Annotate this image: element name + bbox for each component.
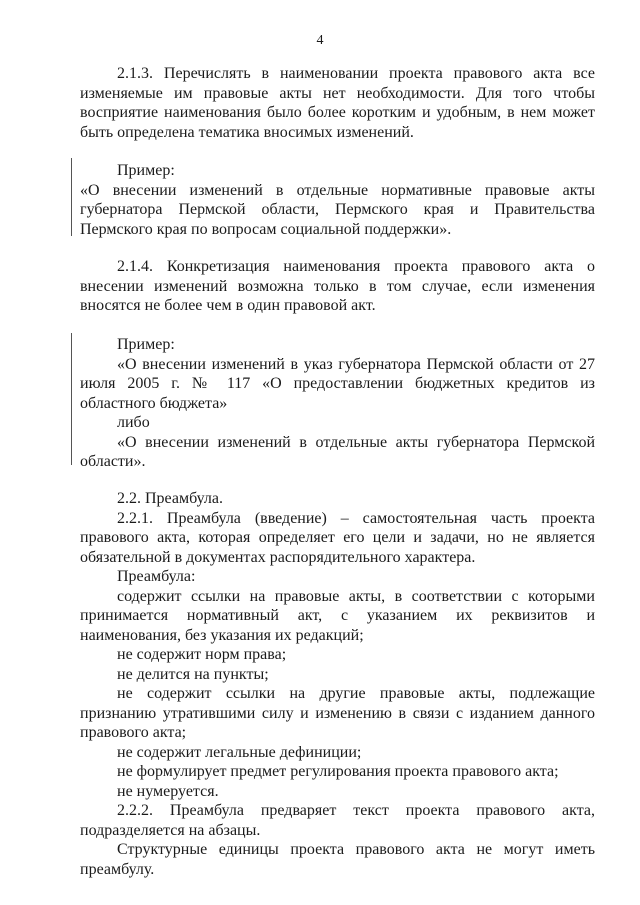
preamble-item: не содержит легальные дефиниции; [117,743,362,761]
example-2-text-1: «О внесении изменений в указ губернатора Пермской области от 27 июля 2005 г. № 117 «О предоставлении бюджетных кредитов из областного бюджета» [80,355,595,412]
preamble-item: не содержит норм права; [117,646,287,663]
heading-2-2: 2.2. Преамбула. [117,490,223,507]
preamble-item: не содержит ссылки на другие правовые акты, подлежащие признанию утратившими силу и изменению в связи с изданием данного правового акта; [80,685,595,741]
example-2 [80,335,595,472]
page-number: 4 [316,33,324,48]
paragraph-2-2-1: 2.2.1. Преамбула (введение) – самостоятельная часть проекта правового акта, которая определяет его цели и задачи, но не является обязательной в документах распорядительного характера. [80,509,595,566]
paragraph-2-1-4: 2.1.4. Конкретизация наименования проекта правового акта о внесении изменений возможна только в том случае, если изменения вносятся не более чем в один правовой акт. [80,258,595,314]
section-2-1-3 [80,64,595,142]
example-2-text-2: «О внесении изменений в отдельные акты губернатора Пермской области». [80,433,595,470]
preamble-item: не делится на пункты; [117,665,269,683]
section-2-2 [80,489,595,879]
preamble-label: Преамбула: [117,568,196,585]
example-2-or: либо [117,414,150,431]
preamble-item: содержит ссылки на правовые акты, в соответствии с которыми принимается нормативный акт, с указанием их реквизитов и наименования, без указания их редакций; [80,587,595,644]
margin-bar-example-2 [71,333,72,465]
section-2-1-4 [80,257,595,316]
example-1-text: «О внесении изменений в отдельные нормативные правовые акты губернатора Пермской области, Пермского края и Правительства Пермского края по вопросам социальной поддержки». [80,181,595,238]
preamble-item: не нумеруется. [117,782,219,800]
paragraph-2-1-3: 2.1.3. Перечислять в наименовании проекта правового акта все изменяемые им правовые акты нет необходимости. Для того чтобы восприятие наименования было более коротким и удобным, в нем может быть определена тематика вносимых изменений. [80,65,595,141]
example-1 [80,161,595,239]
example-1-label: Пример: [117,162,175,179]
preamble-item: не формулирует предмет регулирования проекта правового акта; [117,763,559,780]
margin-bar-example-1 [71,158,72,236]
example-2-label: Пример: [117,336,175,353]
paragraph-last: Структурные единицы проекта правового акта не могут иметь преамбулу. [80,841,595,878]
paragraph-2-2-2: 2.2.2. Преамбула предваряет текст проекта правового акта, подразделяется на абзацы. [80,802,595,839]
